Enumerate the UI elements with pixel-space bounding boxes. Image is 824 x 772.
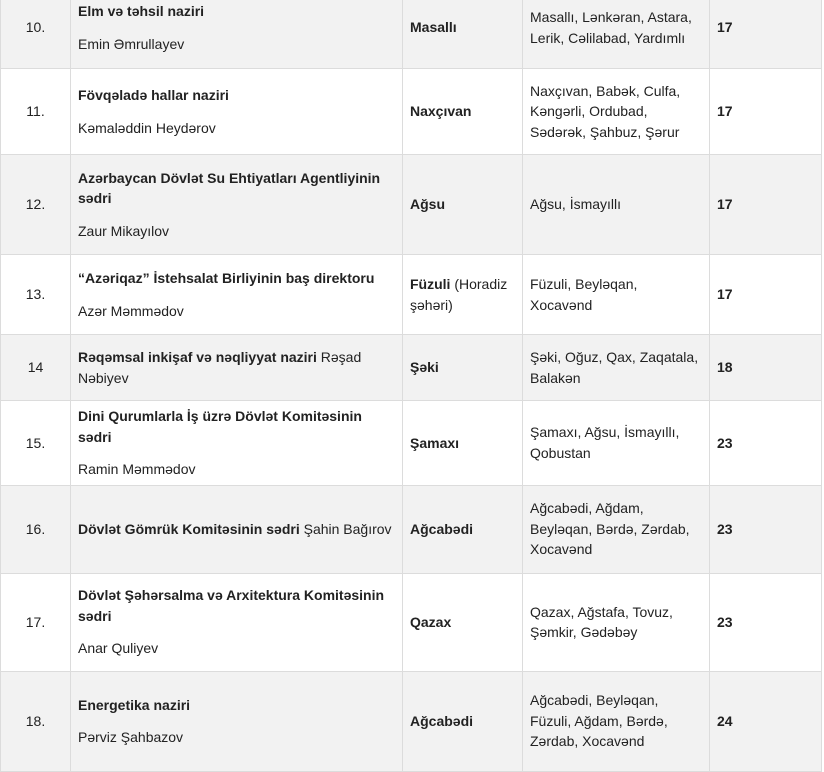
table-row — [1, 0, 822, 69]
table-row — [1, 155, 822, 255]
districts-cell: Füzuli, Beyləqan, Xocavənd — [523, 255, 710, 335]
table-row — [1, 671, 822, 771]
official-name: Pərviz Şahbazov — [78, 729, 184, 745]
count-cell: 17 — [710, 0, 822, 69]
position-title: Dövlət Gömrük Komitəsinin sədri — [78, 520, 300, 537]
position-title: Rəqəmsal inkişaf və nəqliyyat naziri — [78, 349, 317, 365]
districts-cell: Naxçıvan, Babək, Culfa, Kəngərli, Ordubad, Sədərək, Şahbuz, Şərur — [523, 69, 710, 155]
districts-cell: Masallı, Lənkəran, Astara, Lerik, Cəlilabad, Yardımlı — [523, 0, 710, 69]
city-cell — [403, 155, 523, 255]
city-cell — [403, 255, 523, 335]
official-name: Ramin Məmmədov — [78, 461, 196, 477]
position-title: Elm və təhsil naziri — [78, 3, 205, 19]
row-number: 18. — [1, 671, 71, 771]
position-title: Azərbaycan Dövlət Su Ehtiyatları Agentliyinin sədri — [78, 169, 381, 207]
table-row — [1, 255, 822, 335]
city-cell — [403, 671, 523, 771]
table-body — [1, 0, 822, 771]
official-cell — [71, 69, 403, 155]
official-cell — [71, 401, 403, 486]
city-note: (Horadiz şəhəri) — [410, 276, 508, 313]
official-name: Şahin Bağırov — [303, 520, 392, 537]
official-name: Emin Əmrullayev — [78, 35, 185, 52]
official-name: Anar Quliyev — [78, 640, 159, 657]
city-name: Ağcabədi — [410, 520, 474, 537]
position-title: Fövqəladə hallar naziri — [78, 87, 229, 103]
districts-cell: Ağsu, İsmayıllı — [523, 155, 710, 255]
official-cell — [71, 485, 403, 573]
city-cell — [403, 485, 523, 573]
row-number: 14 — [1, 335, 71, 401]
city-name: Füzuli — [410, 276, 451, 292]
city-name: Ağsu — [410, 196, 445, 213]
count-cell: 18 — [710, 335, 822, 401]
official-name: Rəşad Nəbiyev — [78, 349, 362, 386]
official-name: Kəmaləddin Heydərov — [78, 119, 216, 136]
districts-cell: Şamaxı, Ağsu, İsmayıllı, Qobustan — [523, 401, 710, 486]
count-cell: 23 — [710, 573, 822, 671]
official-cell — [71, 573, 403, 671]
districts-cell: Ağcabədi, Beyləqan, Füzuli, Ağdam, Bərdə, Zərdab, Xocavənd — [523, 671, 710, 771]
row-number: 16. — [1, 485, 71, 573]
city-name: Ağcabədi — [410, 712, 474, 729]
count-cell: 17 — [710, 255, 822, 335]
row-number: 15. — [1, 401, 71, 486]
position-title: Dini Qurumlarla İş üzrə Dövlət Komitəsinin sədri — [78, 408, 362, 445]
row-number: 10. — [1, 0, 71, 69]
city-cell — [403, 335, 523, 401]
districts-cell: Ağcabədi, Ağdam, Beyləqan, Bərdə, Zərdab, Xocavənd — [523, 485, 710, 573]
official-cell — [71, 155, 403, 255]
position-title: Energetika naziri — [78, 696, 191, 713]
table-row — [1, 401, 822, 486]
city-cell — [403, 69, 523, 155]
row-number: 13. — [1, 255, 71, 335]
count-cell: 24 — [710, 671, 822, 771]
table-row — [1, 573, 822, 671]
city-cell — [403, 401, 523, 486]
city-name: Qazax — [410, 613, 452, 630]
official-name: Zaur Mikayılov — [78, 222, 170, 239]
official-cell — [71, 0, 403, 69]
position-title: Dövlət Şəhərsalma və Arxitektura Komitəsinin sədri — [78, 587, 385, 624]
position-title: “Azəriqaz” İstehsalat Birliyinin baş direktoru — [78, 270, 375, 286]
table-row — [1, 335, 822, 401]
table-row — [1, 485, 822, 573]
city-cell — [403, 0, 523, 69]
row-number: 11. — [1, 69, 71, 155]
city-name: Masallı — [410, 19, 457, 36]
count-cell: 17 — [710, 69, 822, 155]
city-name: Naxçıvan — [410, 103, 472, 120]
city-name: Şəki — [410, 359, 439, 376]
row-number: 12. — [1, 155, 71, 255]
districts-cell: Qazax, Ağstafa, Tovuz, Şəmkir, Gədəbəy — [523, 573, 710, 671]
official-name: Azər Məmmədov — [78, 302, 184, 319]
count-cell: 23 — [710, 401, 822, 486]
official-cell — [71, 671, 403, 771]
table-row — [1, 69, 822, 155]
official-cell — [71, 335, 403, 401]
count-cell: 23 — [710, 485, 822, 573]
count-cell: 17 — [710, 155, 822, 255]
city-cell — [403, 573, 523, 671]
row-number: 17. — [1, 573, 71, 671]
districts-cell: Şəki, Oğuz, Qax, Zaqatala, Balakən — [523, 335, 710, 401]
city-name: Şamaxı — [410, 434, 460, 451]
official-cell — [71, 255, 403, 335]
